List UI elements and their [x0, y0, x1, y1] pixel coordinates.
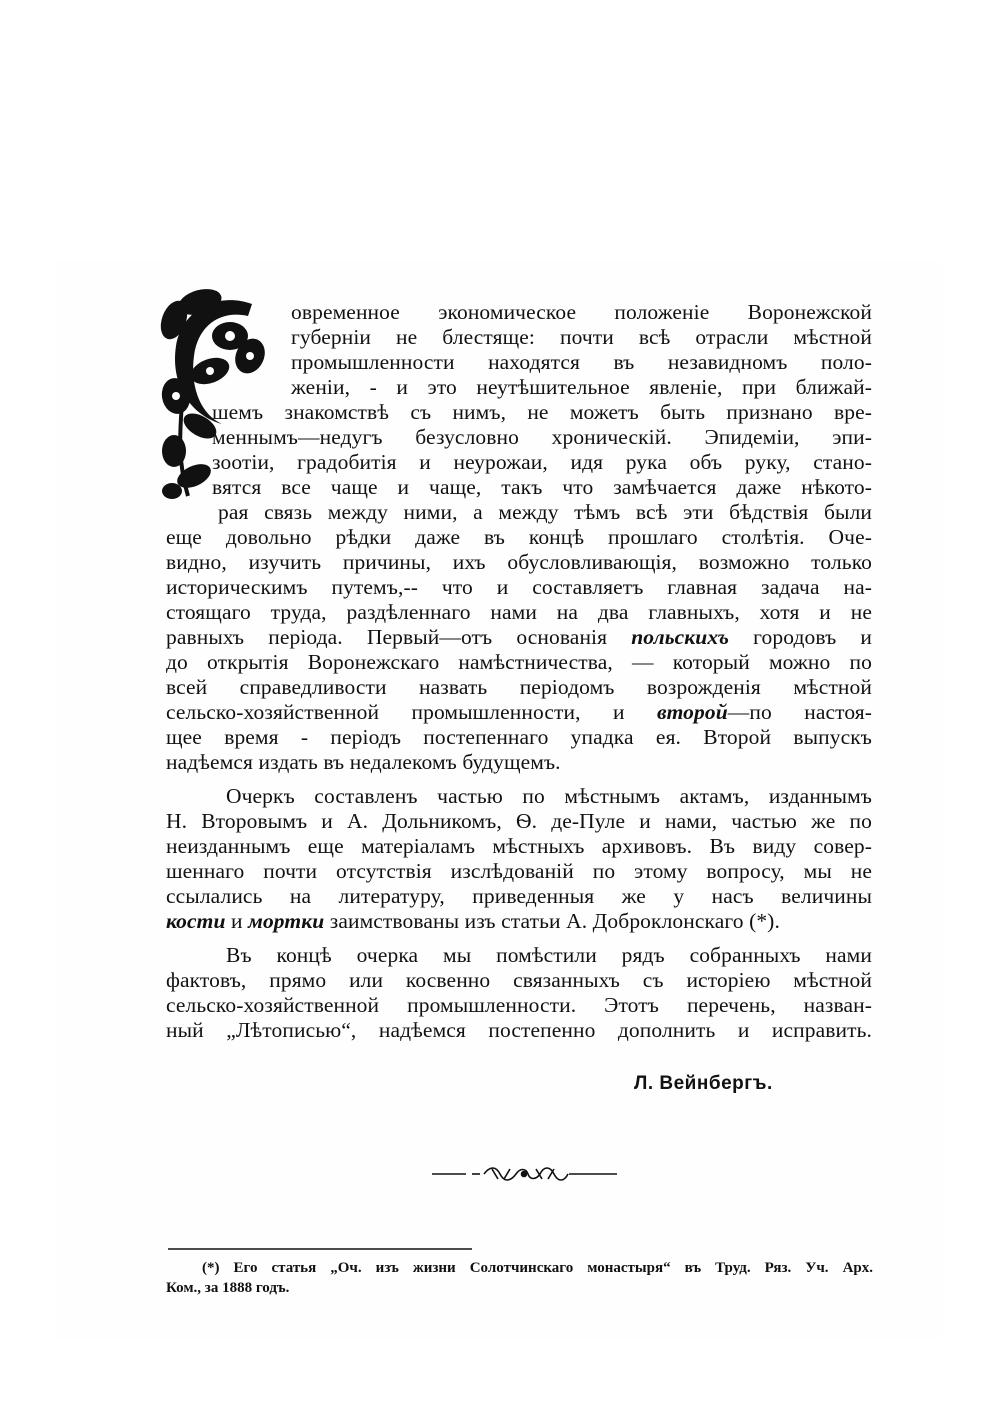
paragraph-2-line: Очеркъ составленъ частью по мѣстнымъ актамъ, изданнымъ	[226, 784, 872, 808]
italic-run: второй	[656, 700, 728, 724]
paragraph-3-line: фактовъ, прямо или косвенно связанныхъ съ исторіею мѣстной	[166, 968, 872, 992]
paragraph-2-line: Н. Второвымъ и А. Дольникомъ, Ѳ. де-Пуле и нами, частью же по	[166, 809, 872, 833]
paragraph-1-line: щее время - періодъ постепеннаго упадка ея. Второй выпускъ	[166, 725, 872, 749]
paragraph-1-line: видно, изучить причины, ихъ обусловливающія, возможно только	[166, 550, 872, 574]
text-run: и	[225, 909, 249, 933]
text-run: равныхъ періода. Первый—отъ основанія	[166, 625, 608, 649]
paragraph-1-line: стоящаго труда, раздѣленнаго нами на два главныхъ, хотя и не	[166, 600, 872, 624]
text-run: —по настоя-	[727, 700, 873, 724]
footnote	[166, 1258, 873, 1298]
paragraph-2-line: неизданнымъ еще матеріаламъ мѣстныхъ архивовъ. Въ виду совер-	[166, 834, 872, 858]
paragraph-1-line: еще довольно рѣдки даже въ концѣ прошлаго столѣтія. Оче-	[166, 525, 872, 549]
footnote-line: (*) Его статья „Оч. изъ жизни Солотчинскаго монастыря“ въ Труд. Ряз. Уч. Арх.	[202, 1260, 873, 1276]
text-run: заимствованы изъ статьи А. Доброклонскаго (*).	[324, 909, 780, 933]
paragraph-1-line: всей справедливости назвать періодомъ возрожденія мѣстной	[166, 675, 872, 699]
author-signature: Л. Вейнбергъ.	[634, 1073, 773, 1094]
paragraph-1-line: женіи, - и это неутѣшительное явленіе, при ближай-	[291, 375, 872, 399]
italic-run: польскихъ	[631, 625, 730, 649]
paragraph-1-line: промышленности находятся въ незавидномъ поло-	[291, 350, 872, 374]
paragraph-1-line: надѣемся издать въ недалекомъ будущемъ.	[166, 750, 561, 774]
italic-run: мортки	[248, 909, 325, 933]
paragraph-1-line: вятся все чаще и чаще, такъ что замѣчается даже нѣкото-	[212, 475, 872, 499]
footnote-line: Ком., за 1888 годъ.	[166, 1280, 290, 1296]
paragraph-1-line: шемъ знакомствѣ съ нимъ, не можетъ быть признано вре-	[212, 400, 872, 424]
paragraph-3-line: Въ концѣ очерка мы помѣстили рядъ собранныхъ нами	[226, 943, 872, 967]
paragraph-2-line: шеннаго почти отсутствія изслѣдованій по этому вопросу, мы не	[166, 859, 872, 883]
paragraph-1-line: зоотіи, градобитія и неурожаи, идя рука объ руку, стано-	[212, 450, 872, 474]
paragraph-1-line: рая связь между ними, а между тѣмъ всѣ эти бѣдствія были	[218, 500, 872, 524]
paragraph-1-line: до открытія Воронежскаго намѣстничества, — который можно по	[166, 650, 872, 674]
paragraph-3-line: сельско-хозяйственной промышленности. Этотъ перечень, назван-	[166, 993, 872, 1017]
paragraph-1-line: меннымъ—недугъ безусловно хроническій. Эпидеміи, эпи-	[212, 425, 872, 449]
paragraph-2-line-with-italic	[166, 909, 872, 934]
italic-run: кости	[166, 909, 226, 933]
paragraph-1-line: овременное экономическое положеніе Воронежской	[291, 300, 872, 324]
footnote-rule	[168, 1248, 472, 1250]
text-run: городовъ и	[729, 625, 872, 649]
text-run: сельско-хозяйственной промышленности, и	[166, 700, 625, 724]
paragraph-3-line: ный „Лѣтописью“, надѣемся постепенно дополнить и исправить.	[166, 1018, 872, 1042]
main-text	[166, 300, 872, 1043]
paragraph-1-line-with-italic	[166, 625, 872, 650]
paragraph-1-line: историческимъ путемъ,-- что и составляетъ главная задача на-	[166, 575, 872, 599]
paragraph-1-line: губерніи не блестяще: почти всѣ отрасли мѣстной	[291, 325, 872, 349]
decorative-divider-icon	[432, 1163, 617, 1185]
paragraph-1-line-with-italic	[166, 700, 872, 725]
paragraph-2-line: ссылались на литературу, приведенныя же у насъ величины	[166, 884, 872, 908]
